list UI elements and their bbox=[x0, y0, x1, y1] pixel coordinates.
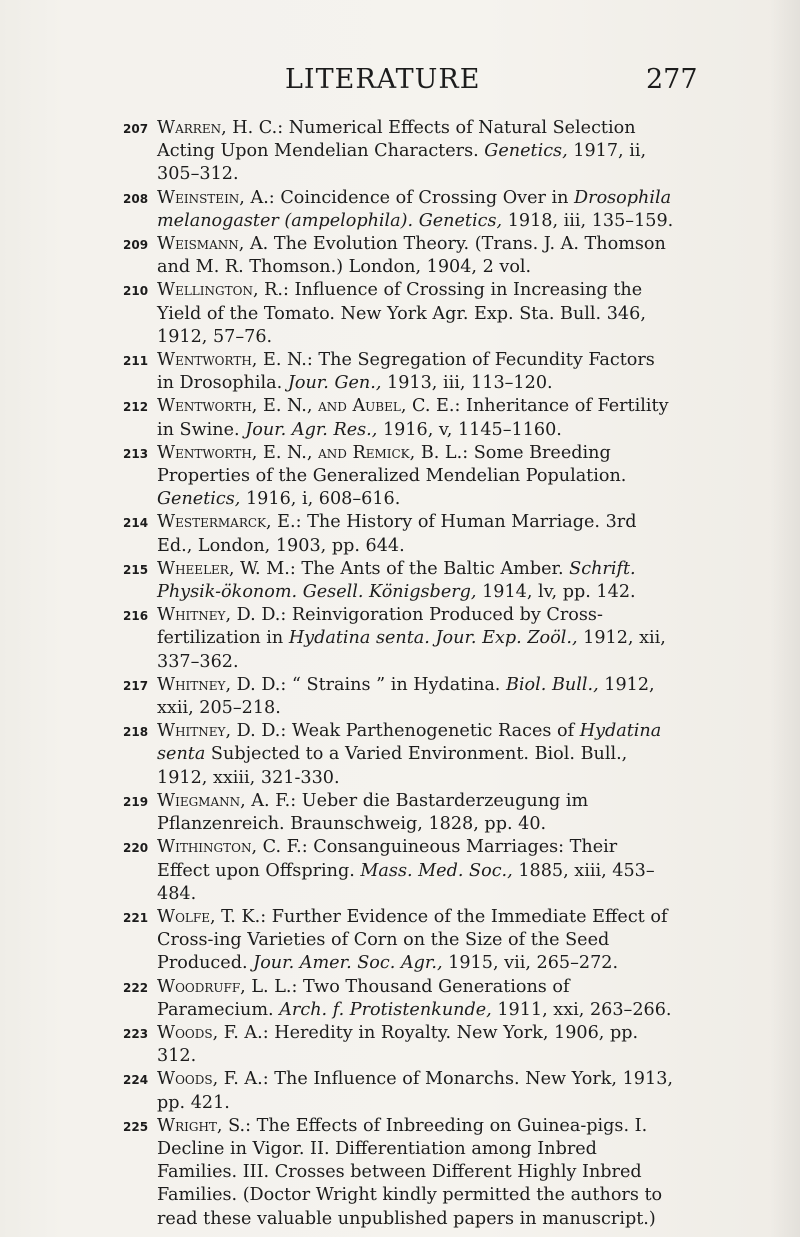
reference-entry bbox=[123, 720, 675, 790]
reference-body: : The Segregation of Fecundity Factors in Drosophila. bbox=[157, 350, 655, 394]
reference-entry bbox=[123, 395, 675, 441]
reference-citation: 1916, i, 608–616. bbox=[240, 489, 401, 510]
reference-body: : Numerical Effects of Natural Selection Acting Upon Mendelian Characters. bbox=[157, 118, 636, 162]
reference-entry bbox=[123, 233, 675, 279]
reference-author: Wolfe, T. K. bbox=[157, 906, 261, 927]
reference-entry bbox=[123, 1068, 675, 1114]
reference-citation: 1917, ii, 305–312. bbox=[157, 141, 647, 185]
reference-body: : Influence of Crossing in Increasing the Yield of the Tomato. New York Agr. Exp. Sta. Bull. 346, 1912, 57–76. bbox=[157, 280, 646, 347]
reference-body: : Coincidence of Crossing Over in bbox=[268, 187, 575, 208]
reference-author: Wiegmann, A. F. bbox=[157, 790, 291, 811]
reference-body: : Further Evidence of the Immediate Effect of Cross-ing Varieties of Corn on the Size of the Seed Produced. bbox=[157, 906, 668, 974]
reference-number: 213 bbox=[123, 446, 149, 461]
reference-number: 225 bbox=[123, 1119, 149, 1134]
reference-author: Wellington, R. bbox=[157, 280, 283, 301]
reference-entry bbox=[123, 604, 675, 674]
reference-author: Whitney, D. D. bbox=[157, 605, 281, 626]
page-number: 277 bbox=[646, 64, 698, 95]
reference-citation: 1885, xiii, 453–484. bbox=[157, 860, 655, 904]
reference-text bbox=[157, 443, 626, 509]
reference-author: Wentworth, E. N., and Aubel, C. E. bbox=[157, 396, 455, 417]
reference-number: 210 bbox=[123, 284, 149, 299]
reference-author: Woods, F. A. bbox=[157, 1022, 263, 1043]
reference-text bbox=[157, 188, 673, 231]
reference-number: 211 bbox=[123, 354, 149, 369]
reference-text bbox=[157, 837, 655, 903]
reference-author: Weinstein, A. bbox=[157, 187, 269, 208]
reference-author: Whitney, D. D. bbox=[157, 674, 281, 695]
reference-journal: Schrift. Physik-ökonom. Gesell. Königsberg, bbox=[157, 558, 636, 603]
reference-text bbox=[157, 605, 666, 671]
reference-body: : The Influence of Monarchs. New York, 1913, pp. 421. bbox=[157, 1069, 673, 1113]
reference-author: Warren, H. C. bbox=[157, 118, 278, 138]
reference-citation: 1912, xii, 337–362. bbox=[157, 628, 666, 672]
reference-number: 221 bbox=[123, 910, 149, 925]
reference-text bbox=[157, 1069, 673, 1112]
reference-journal: Hydatina senta bbox=[157, 721, 662, 765]
reference-citation: 1916, v, 1145–1160. bbox=[377, 419, 562, 440]
reference-body: : The History of Human Marriage. 3rd Ed., London, 1903, pp. 644. bbox=[157, 512, 637, 556]
reference-text bbox=[157, 675, 655, 718]
reference-number: 207 bbox=[123, 122, 149, 136]
reference-entry bbox=[123, 1115, 675, 1231]
reference-journal: Arch. f. Protistenkunde, bbox=[279, 999, 492, 1020]
reference-number: 208 bbox=[123, 191, 149, 206]
reference-author: Wheeler, W. M. bbox=[157, 558, 290, 579]
reference-text bbox=[157, 234, 666, 277]
reference-body: : Reinvigoration Produced by Cross-fertilization in bbox=[157, 605, 603, 649]
page-edge-shadow bbox=[770, 0, 800, 1237]
reference-entry bbox=[123, 349, 675, 395]
reference-author: Whitney, D. D. bbox=[157, 721, 281, 742]
reference-number: 222 bbox=[123, 980, 149, 995]
reference-number: 212 bbox=[123, 400, 149, 415]
reference-entry bbox=[123, 442, 675, 512]
reference-body: : The Ants of the Baltic Amber. bbox=[289, 558, 570, 579]
reference-text bbox=[157, 559, 636, 602]
reference-body: : Heredity in Royalty. New York, 1906, pp. 312. bbox=[157, 1022, 639, 1067]
reference-body: : Some Breeding Properties of the Generalized Mendelian Population. bbox=[157, 442, 627, 487]
reference-journal: Jour. Amer. Soc. Agr., bbox=[253, 953, 443, 974]
reference-text bbox=[157, 396, 669, 439]
reference-body: The Evolution Theory. (Trans. J. A. Thomson and M. R. Thomson.) London, 1904, 2 vol. bbox=[157, 234, 666, 278]
reference-author: Wright, S. bbox=[157, 1115, 246, 1136]
reference-entry bbox=[123, 187, 675, 233]
reference-entry bbox=[123, 674, 675, 720]
reference-entry bbox=[123, 790, 675, 836]
reference-citation: 1915, vii, 265–272. bbox=[442, 953, 619, 974]
reference-author: Westermarck, E. bbox=[157, 512, 296, 533]
reference-text bbox=[157, 1116, 662, 1229]
reference-text bbox=[157, 721, 661, 787]
reference-author: Withington, C. F. bbox=[157, 837, 302, 858]
reference-journal: Genetics, bbox=[157, 489, 241, 510]
reference-citation: 1911, xxi, 263–266. bbox=[491, 999, 672, 1020]
reference-entry bbox=[123, 279, 675, 349]
reference-text bbox=[157, 907, 667, 973]
reference-text bbox=[157, 791, 588, 834]
reference-body: : The Effects of Inbreeding on Guinea-pigs. I. Decline in Vigor. II. Differentiation among Inbred Families. III. Crosses between Different Highly Inbred Families. (Doctor Wright kindly permitted the authors to read these valuable unpublished papers in manuscript.) bbox=[157, 1115, 663, 1229]
reference-number: 216 bbox=[123, 609, 149, 624]
reference-number: 223 bbox=[123, 1026, 149, 1041]
reference-author: Wentworth, E. N., and Remick, B. L. bbox=[157, 442, 463, 463]
reference-citation: 1914, lv, pp. 142. bbox=[476, 582, 636, 603]
reference-body: : Weak Parthenogenetic Races of bbox=[280, 721, 580, 742]
reference-entry bbox=[123, 836, 675, 906]
reference-journal: Drosophila melanogaster (ampelophila). Genetics, bbox=[157, 187, 672, 231]
reference-author: Weismann, A. bbox=[157, 234, 269, 255]
reference-entry bbox=[123, 511, 675, 557]
reference-number: 219 bbox=[123, 794, 149, 809]
reference-journal: Mass. Med. Soc., bbox=[360, 860, 513, 881]
reference-number: 209 bbox=[123, 238, 149, 253]
running-head bbox=[0, 64, 800, 104]
reference-author: Woods, F. A. bbox=[157, 1069, 263, 1090]
reference-author: Woodruff, L. L. bbox=[157, 976, 292, 997]
reference-citation: 1918, iii, 135–159. bbox=[502, 210, 674, 231]
reference-number: 217 bbox=[123, 678, 149, 693]
reference-list bbox=[123, 117, 675, 1231]
reference-journal: Jour. Gen., bbox=[287, 373, 382, 394]
reference-journal: Jour. Agr. Res., bbox=[245, 419, 378, 440]
reference-text bbox=[157, 1023, 638, 1066]
reference-entry bbox=[123, 117, 675, 187]
reference-body: : “ Strains ” in Hydatina. bbox=[280, 674, 506, 695]
reference-number: 220 bbox=[123, 841, 149, 856]
reference-number: 214 bbox=[123, 516, 149, 531]
reference-body: : Consanguineous Marriages: Their Effect upon Offspring. bbox=[157, 837, 618, 881]
reference-entry bbox=[123, 558, 675, 604]
reference-author: Wentworth, E. N. bbox=[157, 350, 307, 371]
reference-journal: Biol. Bull., bbox=[506, 674, 599, 695]
reference-number: 215 bbox=[123, 562, 149, 577]
reference-citation: 1913, iii, 113–120. bbox=[381, 373, 553, 394]
reference-number: 218 bbox=[123, 725, 149, 740]
reference-number: 224 bbox=[123, 1073, 149, 1088]
reference-text bbox=[157, 350, 655, 393]
reference-text bbox=[157, 977, 672, 1020]
reference-body: : Two Thousand Generations of Paramecium. bbox=[157, 976, 570, 1020]
reference-journal: Hydatina senta. Jour. Exp. Zoöl., bbox=[288, 628, 578, 649]
reference-text bbox=[157, 118, 646, 184]
reference-entry bbox=[123, 976, 675, 1022]
reference-text bbox=[157, 512, 636, 555]
reference-journal: Genetics, bbox=[484, 141, 568, 162]
reference-citation: Subjected to a Varied Environment. Biol. Bull., 1912, xxiii, 321-330. bbox=[157, 744, 628, 788]
running-title: LITERATURE bbox=[285, 64, 481, 95]
reference-entry bbox=[123, 1022, 675, 1068]
reference-body: : Ueber die Bastarderzeugung im Pflanzenreich. Braunschweig, 1828, pp. 40. bbox=[157, 790, 589, 835]
reference-body: : Inheritance of Fertility in Swine. bbox=[157, 396, 669, 440]
reference-entry bbox=[123, 906, 675, 976]
reference-citation: 1912, xxii, 205–218. bbox=[157, 674, 655, 719]
reference-text bbox=[157, 280, 646, 346]
